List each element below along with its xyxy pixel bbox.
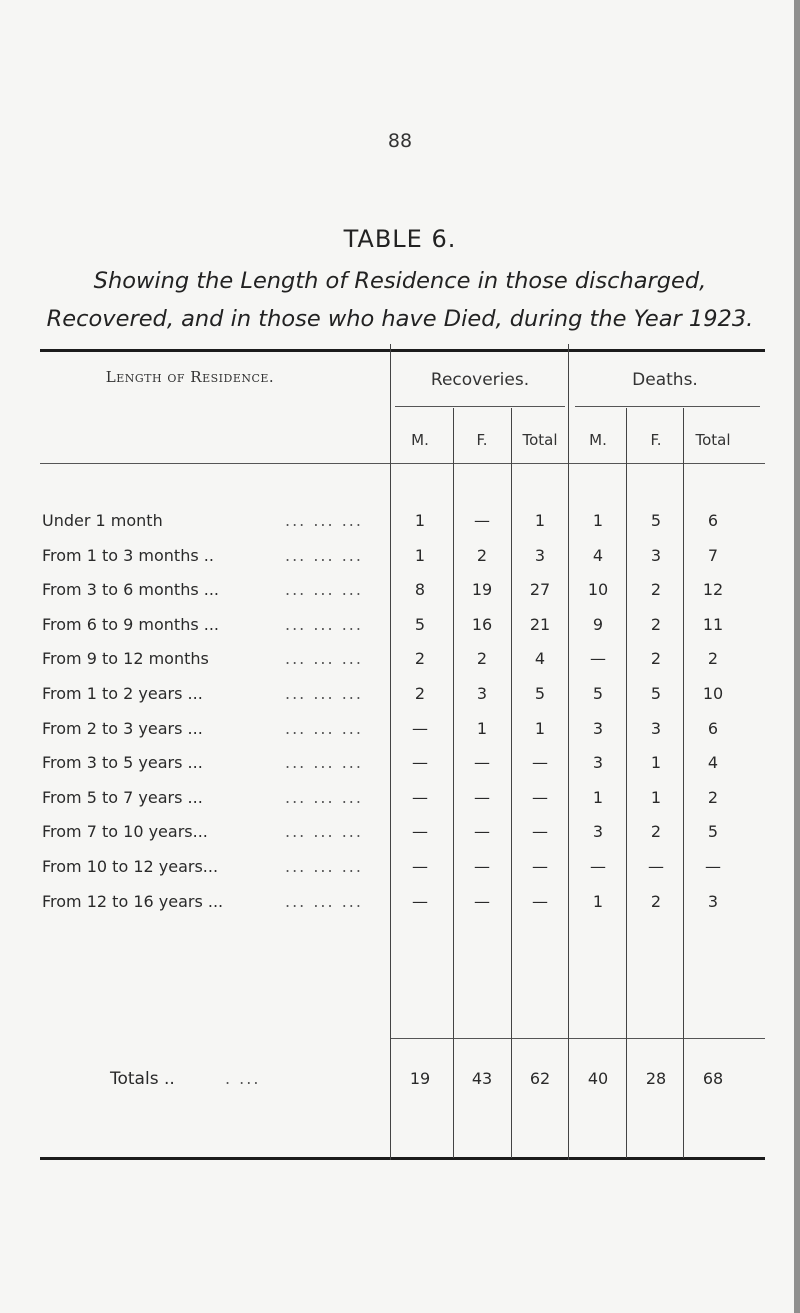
leader-dots: ... ... ...: [285, 788, 363, 807]
subtitle-line-1: Showing the Length of Residence in those discharged,: [93, 268, 707, 294]
row-label: [42, 822, 282, 841]
leader-dots: ... ... ...: [285, 822, 363, 841]
cell-deaths-f: 1: [650, 753, 662, 772]
total-deaths-f: 28: [645, 1069, 667, 1088]
recoveries-header: Recoveries.: [430, 370, 530, 390]
cell-recoveries-f: —: [474, 753, 490, 772]
cell-deaths-f: 5: [650, 684, 662, 703]
row-label: [42, 511, 282, 530]
row-label-text: From 5 to 7 years ...: [42, 788, 209, 807]
leader-dots: ... ... ...: [285, 892, 363, 911]
page-edge-shadow: [794, 0, 800, 1313]
totals-label: Totals ..: [110, 1069, 175, 1089]
col-header-recoveries-total: Total: [522, 431, 558, 449]
totals-line: [390, 1038, 765, 1039]
page-number: 88: [387, 130, 413, 152]
row-label-text: From 12 to 16 years ...: [42, 892, 229, 911]
cell-recoveries-m: 2: [414, 649, 426, 668]
cell-deaths-total: 2: [707, 788, 719, 807]
cell-deaths-total: 11: [702, 615, 724, 634]
cell-deaths-f: 3: [650, 546, 662, 565]
row-label: [42, 684, 282, 703]
col-divider-4: [568, 344, 569, 1160]
length-of-residence-header: Length of Residence.: [105, 368, 275, 386]
cell-deaths-f: 5: [650, 511, 662, 530]
cell-deaths-m: 9: [592, 615, 604, 634]
cell-recoveries-total: 5: [534, 684, 546, 703]
cell-recoveries-total: 1: [534, 511, 546, 530]
leader-dots: ... ... ...: [285, 857, 363, 876]
bottom-rule: [40, 1157, 765, 1160]
total-recoveries-f: 43: [471, 1069, 493, 1088]
row-label-text: From 2 to 3 years ...: [42, 719, 209, 738]
cell-recoveries-total: 21: [529, 615, 551, 634]
col-header-deaths-m: M.: [589, 431, 607, 449]
cell-deaths-total: —: [705, 857, 721, 876]
totals-leader-dots: . ...: [225, 1069, 261, 1088]
cell-recoveries-f: 1: [476, 719, 488, 738]
cell-deaths-f: 2: [650, 822, 662, 841]
cell-deaths-total: 2: [707, 649, 719, 668]
row-label-text: From 9 to 12 months: [42, 649, 215, 668]
cell-deaths-total: 10: [702, 684, 724, 703]
cell-recoveries-total: 27: [529, 580, 551, 599]
col-header-deaths-f: F.: [650, 431, 662, 449]
cell-deaths-f: 2: [650, 615, 662, 634]
cell-recoveries-m: 1: [414, 546, 426, 565]
row-label: [42, 753, 282, 772]
cell-deaths-m: 3: [592, 719, 604, 738]
table-subtitle: [30, 262, 770, 338]
cell-deaths-total: 5: [707, 822, 719, 841]
cell-deaths-m: 1: [592, 788, 604, 807]
cell-recoveries-m: —: [412, 857, 428, 876]
cell-recoveries-m: —: [412, 788, 428, 807]
cell-deaths-m: —: [590, 857, 606, 876]
cell-deaths-m: 3: [592, 822, 604, 841]
cell-deaths-m: 3: [592, 753, 604, 772]
leader-dots: ... ... ...: [285, 511, 363, 530]
cell-deaths-total: 12: [702, 580, 724, 599]
cell-deaths-m: 1: [592, 892, 604, 911]
col-header-recoveries-m: M.: [411, 431, 429, 449]
row-label: [42, 892, 282, 911]
cell-deaths-total: 3: [707, 892, 719, 911]
cell-deaths-total: 7: [707, 546, 719, 565]
cell-deaths-f: 3: [650, 719, 662, 738]
row-label-text: From 3 to 6 months ...: [42, 580, 225, 599]
cell-recoveries-m: 8: [414, 580, 426, 599]
leader-dots: ... ... ...: [285, 649, 363, 668]
cell-recoveries-total: —: [532, 822, 548, 841]
col-header-recoveries-f: F.: [476, 431, 488, 449]
cell-deaths-total: 6: [707, 511, 719, 530]
cell-deaths-f: 2: [650, 892, 662, 911]
cell-recoveries-m: 2: [414, 684, 426, 703]
cell-recoveries-total: 1: [534, 719, 546, 738]
row-label-text: From 10 to 12 years...: [42, 857, 224, 876]
leader-dots: ... ... ...: [285, 580, 363, 599]
table-title: TABLE 6.: [343, 225, 457, 253]
cell-deaths-f: 2: [650, 649, 662, 668]
top-rule: [40, 349, 765, 352]
deaths-underline: [575, 406, 760, 407]
cell-recoveries-total: —: [532, 753, 548, 772]
row-label: [42, 788, 282, 807]
total-recoveries-m: 19: [409, 1069, 431, 1088]
leader-dots: ... ... ...: [285, 546, 363, 565]
cell-recoveries-f: —: [474, 511, 490, 530]
cell-recoveries-f: —: [474, 822, 490, 841]
cell-recoveries-m: 5: [414, 615, 426, 634]
row-label-text: From 7 to 10 years...: [42, 822, 214, 841]
cell-deaths-f: 2: [650, 580, 662, 599]
total-deaths-m: 40: [587, 1069, 609, 1088]
cell-deaths-f: —: [648, 857, 664, 876]
leader-dots: ... ... ...: [285, 753, 363, 772]
cell-recoveries-m: —: [412, 719, 428, 738]
leader-dots: ... ... ...: [285, 684, 363, 703]
row-label-text: From 3 to 5 years ...: [42, 753, 209, 772]
row-label: [42, 857, 282, 876]
cell-deaths-m: 10: [587, 580, 609, 599]
cell-recoveries-f: 16: [471, 615, 493, 634]
cell-recoveries-m: —: [412, 892, 428, 911]
leader-dots: ... ... ...: [285, 719, 363, 738]
cell-recoveries-f: —: [474, 788, 490, 807]
deaths-header: Deaths.: [632, 370, 698, 390]
row-label: [42, 546, 282, 565]
cell-recoveries-f: 19: [471, 580, 493, 599]
row-label: [42, 649, 282, 668]
header-bottom-line: [40, 463, 765, 464]
subtitle-line-2: Recovered, and in those who have Died, during the Year 1923.: [46, 306, 754, 332]
cell-recoveries-total: —: [532, 788, 548, 807]
cell-recoveries-total: 3: [534, 546, 546, 565]
total-recoveries-total: 62: [529, 1069, 551, 1088]
leader-dots: ... ... ...: [285, 615, 363, 634]
cell-deaths-f: 1: [650, 788, 662, 807]
row-label: [42, 580, 282, 599]
cell-recoveries-total: —: [532, 857, 548, 876]
cell-recoveries-f: —: [474, 892, 490, 911]
cell-recoveries-f: 2: [476, 649, 488, 668]
row-label-text: From 6 to 9 months ...: [42, 615, 225, 634]
cell-deaths-total: 6: [707, 719, 719, 738]
cell-deaths-total: 4: [707, 753, 719, 772]
cell-deaths-m: 5: [592, 684, 604, 703]
cell-recoveries-total: 4: [534, 649, 546, 668]
cell-recoveries-total: —: [532, 892, 548, 911]
row-label-text: Under 1 month: [42, 511, 169, 530]
cell-deaths-m: 1: [592, 511, 604, 530]
cell-deaths-m: 4: [592, 546, 604, 565]
recoveries-underline: [395, 406, 565, 407]
cell-deaths-m: —: [590, 649, 606, 668]
row-label: [42, 719, 282, 738]
row-label-text: From 1 to 3 months ..: [42, 546, 220, 565]
cell-recoveries-f: —: [474, 857, 490, 876]
cell-recoveries-f: 2: [476, 546, 488, 565]
row-label: [42, 615, 282, 634]
total-deaths-total: 68: [702, 1069, 724, 1088]
row-label-text: From 1 to 2 years ...: [42, 684, 209, 703]
cell-recoveries-m: 1: [414, 511, 426, 530]
cell-recoveries-m: —: [412, 822, 428, 841]
col-header-deaths-total: Total: [695, 431, 731, 449]
cell-recoveries-f: 3: [476, 684, 488, 703]
cell-recoveries-m: —: [412, 753, 428, 772]
col-divider-1: [390, 344, 391, 1160]
